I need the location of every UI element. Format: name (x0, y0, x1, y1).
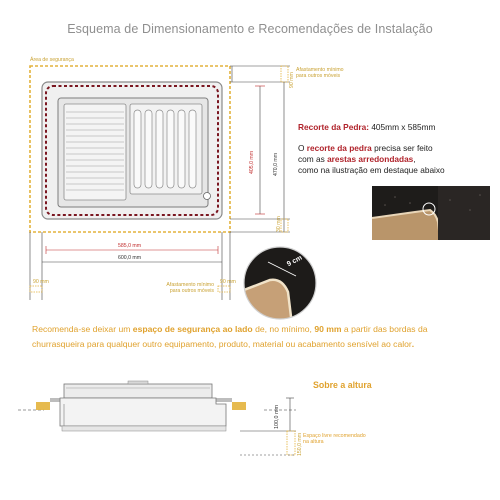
dim-width-outer: 600,0 mm (118, 255, 142, 261)
recorte-line2 (298, 154, 496, 164)
free-space-line2: na altura (303, 439, 324, 446)
top-margin-marker (281, 66, 288, 82)
recorte-line1-b: recorte da pedra (306, 143, 372, 153)
rec-part2: de, no mínimo, (252, 324, 315, 334)
recorte-line2-a: com as (298, 154, 328, 164)
griddle-plate (64, 104, 126, 200)
recorte-line2-b: arestas arredondadas (327, 154, 414, 164)
recorte-line1-a: O (298, 143, 307, 153)
safety-area-label: Área de segurança (30, 57, 74, 63)
clearance-bottom-line1: Afastamento mínimo (166, 282, 214, 288)
grill-side-top (64, 384, 212, 398)
dim-right-margin: 90 mm (220, 279, 236, 285)
dim-free-space: 150,0 mm (297, 432, 303, 456)
corner-radius-label: 9 cm (286, 254, 304, 269)
free-space-marker (287, 431, 295, 455)
rec-bold2: 90 mm (314, 324, 342, 334)
dim-height-outer: 470,0 mm (273, 152, 279, 176)
stone-corner-photo (372, 186, 490, 240)
rec-part1: Recomenda-se deixar um (32, 324, 133, 334)
dim-width-inner: 585,0 mm (118, 243, 142, 249)
dim-bottom-margin: 30 mm (276, 216, 282, 232)
left-margin-marker (30, 286, 42, 292)
side-view-title: Sobre a altura (313, 380, 372, 390)
control-knob (204, 193, 211, 200)
right-margin-marker (218, 286, 230, 292)
recorte-line1-c: precisa ser feito (371, 143, 433, 153)
left-safety-gap (36, 402, 50, 410)
rec-period: . (411, 338, 415, 349)
grill-side-body (60, 398, 226, 426)
corner-detail-circle (240, 245, 320, 325)
clearance-bottom-label (150, 283, 214, 294)
clearance-top-label (296, 68, 344, 79)
page-title: Esquema de Dimensionamento e Recomendações de Instalação (67, 22, 433, 36)
dim-height-above: 100,0 mm (274, 405, 280, 429)
rec-bold1: espaço de segurança ao lado (132, 324, 253, 334)
recorte-value: 405mm x 585mm (369, 122, 436, 132)
dim-height-inner: 405,0 mm (249, 150, 255, 174)
dim-left-margin: 90 mm (33, 279, 49, 285)
clearance-top-line2: para outros móveis (296, 72, 341, 79)
right-safety-gap (232, 402, 246, 410)
side-view (18, 381, 296, 455)
recorte-line1 (298, 143, 496, 153)
rec-part3: a partir das bordas da churrasqueira para qualquer outro equipamento, produto, material ou acabamento sensível ao calor (32, 324, 428, 349)
free-space-label (303, 433, 393, 445)
bottom-margin-marker (281, 219, 288, 232)
recorte-heading (298, 122, 496, 132)
safety-recommendation (32, 322, 480, 351)
free-space-line1: Espaço livre recomendado (303, 433, 366, 439)
dim-top-margin: 90 mm (289, 72, 295, 88)
recorte-line3: como na ilustração em destaque abaixo (298, 165, 445, 175)
recorte-label: Recorte da Pedra: (298, 122, 370, 132)
clearance-top-line1: Afastamento mínimo (296, 67, 344, 73)
clearance-bottom-line2: para outros móveis (169, 287, 214, 294)
recorte-line2-c: , (413, 154, 416, 164)
